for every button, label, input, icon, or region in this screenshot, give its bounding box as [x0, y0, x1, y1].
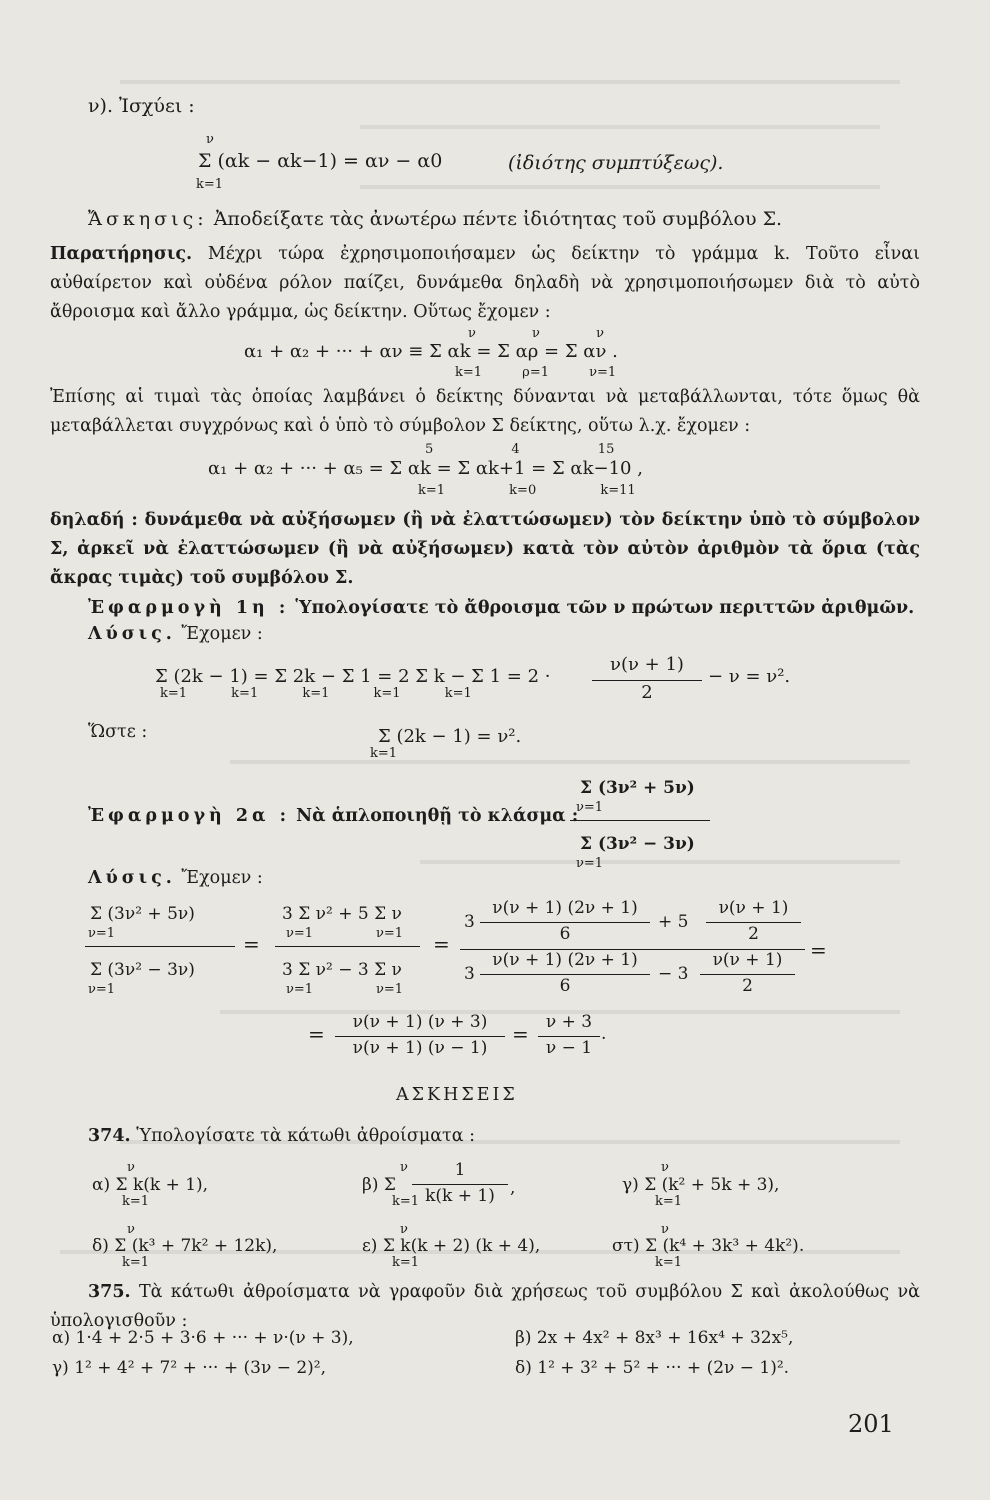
- step3-num-frac1-bar: [480, 922, 650, 923]
- application-2-denominator: Σ (3ν² − 3ν): [580, 834, 695, 854]
- application-2-solution: [88, 868, 263, 888]
- step3-num-frac2-top: ν(ν + 1): [718, 898, 789, 918]
- eq1-lower-limits: k=1 ρ=1 ν=1: [455, 365, 617, 380]
- ex374-d-upper: ν: [127, 1222, 135, 1237]
- step3-den-frac1-bar: [480, 974, 650, 975]
- ex374-f-upper: ν: [661, 1222, 669, 1237]
- step5-denominator: ν − 1: [545, 1038, 593, 1058]
- step1-numerator: Σ (3ν² + 5ν): [90, 904, 195, 924]
- step4-numerator: ν(ν + 1) (ν + 3): [352, 1012, 488, 1032]
- step1-equals: =: [243, 932, 260, 956]
- step3-den-coef: 3: [464, 964, 475, 984]
- exercise-375-number: 375.: [88, 1282, 131, 1302]
- property-v-lower-limit: k=1: [196, 177, 224, 192]
- application-2-fraction-bar: [570, 820, 710, 821]
- exercise-text: Ἀποδείξατε τὰς ἀνωτέρω πέντε ἰδιότητας τοῦ συμβόλου Σ.: [213, 208, 783, 230]
- step3-den-frac1-top: ν(ν + 1) (2ν + 1): [492, 950, 638, 970]
- exercise-375-b: β) 2x + 4x² + 8x³ + 16x⁴ + 32x⁵,: [515, 1328, 794, 1348]
- step2-fraction-bar: [275, 946, 420, 947]
- step3-num-frac1-top: ν(ν + 1) (2ν + 1): [492, 898, 638, 918]
- application-2-label: Ἐφαρμογὴ 2α :: [88, 806, 291, 826]
- paragraph-index-shift: Ἐπίσης αἱ τιμαὶ τὰς ὁποίας λαμβάνει ὁ δείκτης δύνανται νὰ μεταβάλλωνται, τότε ὅμως θὰ μεταβάλλεται συγχρόνως καὶ ὁ ὑπὸ τὸ σύμβολον Σ δείκτης, οὕτω λ.χ. ἔχομεν :: [50, 387, 920, 436]
- application-1-text: Ὑπολογίσατε τὸ ἄθροισμα τῶν ν πρώτων περιττῶν ἀριθμῶν.: [295, 598, 915, 618]
- eq2-formula: α₁ + α₂ + ··· + α₅ = Σ αk = Σ αk+1 = Σ αk−10 ,: [208, 458, 643, 479]
- ex374-d-limit: k=1: [122, 1255, 150, 1270]
- step2-denominator: 3 Σ ν² − 3 Σ ν: [282, 960, 402, 980]
- application-1-equation: Σ (2k − 1) = Σ 2k − Σ 1 = 2 Σ k − Σ 1 = 2 ·: [155, 666, 551, 687]
- application-2-denominator-limit: ν=1: [576, 856, 604, 871]
- exercise-375-text: Τὰ κάτωθι ἀθροίσματα νὰ γραφοῦν διὰ χρήσεως τοῦ συμβόλου Σ καὶ ἀκολούθως νὰ ὑπολογισθοῦν :: [50, 1282, 920, 1331]
- exercise-374-d: δ) Σ (k³ + 7k² + 12k),: [92, 1236, 278, 1256]
- step3-den-frac2-bar: [700, 974, 795, 975]
- application-1-solution: [88, 624, 263, 644]
- paragraph-rule: δηλαδή : δυνάμεθα νὰ αὐξήσωμεν (ἢ νὰ ἐλαττώσωμεν) τὸν δείκτην ὑπὸ τὸ σύμβολον Σ, ἀρκεῖ νὰ ἐλαττώσωμεν (ἢ νὰ αὐξήσωμεν) κατὰ τὸν αὐτὸν ἀριθμὸν τὰ ὅρια (τὰς ἄκρας τιμὰς) τοῦ συμβόλου Σ.: [50, 510, 920, 588]
- step1-denominator: Σ (3ν² − 3ν): [90, 960, 195, 980]
- property-v-name: (ἰδιότης συμπτύξεως).: [508, 152, 724, 174]
- step3-den-frac2-bottom: 2: [742, 976, 753, 996]
- exercise-374-number: 374.: [88, 1126, 131, 1146]
- exercise-374-c: γ) Σ (k² + 5k + 3),: [622, 1175, 780, 1195]
- remark-label: Παρατήρησις.: [50, 244, 193, 264]
- exercise-374-b-denominator: k(k + 1): [425, 1186, 495, 1206]
- exercise-374-b-comma: ,: [510, 1178, 516, 1198]
- exercise-374-a: α) Σ k(k + 1),: [92, 1175, 209, 1195]
- property-v-formula: Σ (αk − αk−1) = αν − α0: [198, 150, 443, 172]
- exercise-374-text: Ὑπολογίσατε τὰ κάτωθι ἀθροίσματα :: [136, 1126, 476, 1146]
- step3-den-frac1-bottom: 6: [559, 976, 571, 996]
- step3-num-frac2-bar: [706, 922, 801, 923]
- step2-numerator: 3 Σ ν² + 5 Σ ν: [282, 904, 402, 924]
- step1-numerator-limit: ν=1: [88, 926, 116, 941]
- step5-period: .: [601, 1024, 607, 1044]
- step2-numerator-limit-2: ν=1: [376, 926, 404, 941]
- application-2-solution-label: Λύσις.: [88, 868, 176, 888]
- step3-den-frac2-top: ν(ν + 1): [712, 950, 783, 970]
- step3-num-plus: + 5: [658, 912, 689, 932]
- application-1-fraction-numerator: ν(ν + 1): [610, 654, 684, 675]
- exercise-374-f: στ) Σ (k⁴ + 3k³ + 4k²).: [612, 1236, 805, 1256]
- step2-denominator-limit-1: ν=1: [286, 982, 314, 997]
- step3-den-minus: − 3: [658, 964, 689, 984]
- step5-numerator: ν + 3: [545, 1012, 593, 1032]
- ex374-e-upper: ν: [400, 1222, 408, 1237]
- application-1-lower-limits: k=1 k=1 k=1 k=1 k=1: [160, 686, 472, 701]
- application-1-result: Σ (2k − 1) = ν².: [378, 726, 522, 747]
- application-1-fraction-denominator: 2: [641, 682, 653, 703]
- remark-paragraph: [50, 240, 920, 327]
- exercise-prompt: [88, 208, 782, 230]
- property-v-heading: ν). Ἰσχύει :: [88, 95, 195, 117]
- step4-denominator: ν(ν + 1) (ν − 1): [352, 1038, 488, 1058]
- ex374-c-limit: k=1: [655, 1194, 683, 1209]
- application-1-heading: [88, 598, 914, 618]
- remark-text: Μέχρι τώρα ἐχρησιμοποιήσαμεν ὡς δείκτην τὸ γράμμα k. Τοῦτο εἶναι αὐθαίρετον καὶ οὐδένα ρόλον παίζει, δυνάμεθα δηλαδὴ νὰ χρησιμοποιήσωμεν διὰ τὸ αὐτὸ ἄθροισμα καὶ ἄλλο γράμμα, ὡς δείκτην. Οὕτως ἔχομεν :: [50, 244, 920, 322]
- application-1-hence: Ὥστε :: [88, 722, 148, 742]
- application-1-solution-text: Ἔχομεν :: [181, 624, 263, 644]
- step2-equals: =: [433, 932, 450, 956]
- ex374-f-limit: k=1: [655, 1255, 683, 1270]
- ex374-c-upper: ν: [661, 1160, 669, 1175]
- exercise-375-c: γ) 1² + 4² + 7² + ··· + (3ν − 2)²,: [52, 1358, 327, 1378]
- page-number: 201: [848, 1410, 894, 1438]
- application-1-fraction-bar: [592, 680, 702, 681]
- section-title: ΑΣΚΗΣΕΙΣ: [396, 1085, 518, 1105]
- application-2-numerator-limit: ν=1: [576, 800, 604, 815]
- step4-equals: =: [308, 1022, 325, 1046]
- exercise-375-a: α) 1·4 + 2·5 + 3·6 + ··· + ν·(ν + 3),: [52, 1328, 354, 1348]
- step2-denominator-limit-2: ν=1: [376, 982, 404, 997]
- ex374-b-limit: k=1: [392, 1194, 420, 1209]
- eq1-upper-limits: ν ν ν: [468, 326, 604, 341]
- application-2-numerator: Σ (3ν² + 5ν): [580, 778, 695, 798]
- step3-equals: =: [810, 938, 827, 962]
- application-1-equation-end: − ν = ν².: [708, 666, 791, 687]
- exercise-375-d: δ) 1² + 3² + 5² + ··· + (2ν − 1)².: [515, 1358, 790, 1378]
- step3-num-frac1-bottom: 6: [559, 924, 571, 944]
- exercise-374-heading: [88, 1126, 475, 1146]
- step3-num-frac2-bottom: 2: [748, 924, 759, 944]
- ex374-b-upper: ν: [400, 1160, 408, 1175]
- ex374-e-limit: k=1: [392, 1255, 420, 1270]
- application-2-heading: [88, 806, 578, 826]
- application-1-result-limit: k=1: [370, 746, 398, 761]
- step4-fraction-bar: [335, 1036, 505, 1037]
- application-2-text: Νὰ ἁπλοποιηθῇ τὸ κλάσμα :: [296, 806, 579, 826]
- ex374-a-upper: ν: [127, 1160, 135, 1175]
- ex374-a-limit: k=1: [122, 1194, 150, 1209]
- eq2-lower-limits: k=1 k=0 k=11: [418, 483, 636, 498]
- exercise-374-b-numerator: 1: [454, 1160, 466, 1180]
- step1-denominator-limit: ν=1: [88, 982, 116, 997]
- step5-fraction-bar: [538, 1036, 600, 1037]
- application-2-solution-text: Ἔχομεν :: [181, 868, 263, 888]
- exercise-374-e: ε) Σ k(k + 2) (k + 4),: [362, 1236, 541, 1256]
- step2-numerator-limit-1: ν=1: [286, 926, 314, 941]
- exercise-374-b-fraction-bar: [412, 1184, 508, 1185]
- step1-fraction-bar: [85, 946, 235, 947]
- eq1-formula: α₁ + α₂ + ··· + αν ≡ Σ αk = Σ αρ = Σ αν .: [244, 341, 618, 362]
- property-v-upper-limit: ν: [206, 132, 214, 147]
- exercise-label: Ἄσκησις:: [88, 208, 208, 230]
- application-1-solution-label: Λύσις.: [88, 624, 176, 644]
- step3-num-coef: 3: [464, 912, 475, 932]
- application-1-label: Ἐφαρμογὴ 1η :: [88, 598, 290, 618]
- exercise-374-b-prefix: β) Σ: [362, 1175, 396, 1195]
- step5-equals: =: [512, 1022, 529, 1046]
- eq2-upper-limits: 5 4 15: [425, 442, 615, 457]
